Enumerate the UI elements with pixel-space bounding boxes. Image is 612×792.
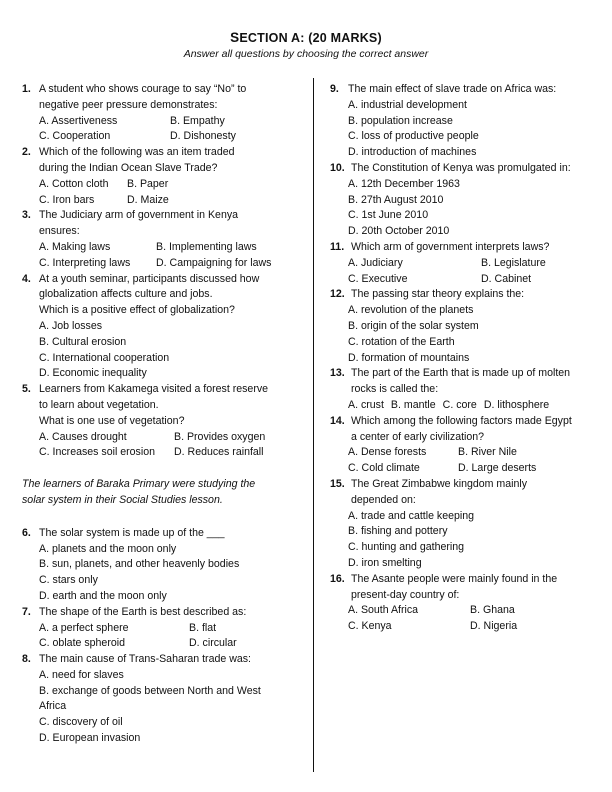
option-d: D. introduction of machines [348,146,477,159]
question-text [39,605,304,621]
question-number: 9. [330,83,339,95]
question-16 [330,572,606,604]
question-line: globalization affects culture and jobs. [39,288,213,301]
question-9 [330,82,606,98]
option-b: B. flat [189,621,217,634]
option-b: B. fishing and pottery [348,525,448,538]
question-number: 11. [330,240,345,253]
option-d: D. European invasion [39,732,141,745]
question-text [348,82,606,98]
question-number: 13. [330,367,345,380]
option-d: D. iron smelting [348,556,422,569]
section-title [0,30,612,45]
option-d: D. Nigeria [470,620,518,633]
question-10 [330,161,606,177]
option-d: D. 20th October 2010 [348,225,450,238]
question-15 [330,477,606,509]
option-b: B. mantle [390,398,436,411]
option-d: D. Maize [127,193,169,206]
question-line: present-day country of: [351,588,460,601]
option-b: B. River Nile [458,446,517,459]
question-2 [22,145,304,177]
question-number: 16. [330,572,345,585]
option-row [39,445,304,461]
option-a: A. Making laws [39,240,111,253]
question-number: 15. [330,477,345,490]
question-line: to learn about vegetation. [39,398,159,411]
option-c: C. core [442,398,477,411]
option-c: C. loss of productive people [348,130,479,143]
question-number: 12. [330,288,345,301]
option-a: A. South Africa [348,604,419,617]
option-b: B. Ghana [470,604,515,617]
question-text [351,477,606,509]
option-a: A. Judiciary [348,256,403,269]
question-line: Which among the following factors made Egypt [351,414,572,427]
option-a: A. Assertiveness [39,114,118,127]
option-a: A. Cotton cloth [39,177,109,190]
option-c: C. Cold climate [348,462,420,475]
option-d: D. lithosphere [483,398,550,411]
option-c: C. oblate spheroid [39,637,125,650]
question-line: Which is a positive effect of globalization? [39,304,235,317]
option-c: C. discovery of oil [39,716,123,729]
option-row [348,272,606,288]
question-number: 3. [22,209,31,222]
question-line: Learners from Kakamega visited a forest reserve [39,383,269,396]
question-8 [22,652,304,668]
question-text [351,414,606,446]
option-b: B. Legislature [481,256,546,269]
option-d: D. Cabinet [481,272,532,285]
question-text [39,526,304,542]
question-line: The Asante people were mainly found in the [351,572,558,585]
section-instructions: Answer all questions by choosing the correct answer [183,48,429,60]
option-a: A. need for slaves [39,668,124,681]
question-text [351,161,606,177]
option-d: D. formation of mountains [348,351,470,364]
option-a: A. planets and the moon only [39,542,177,555]
option-b: B. origin of the solar system [348,319,479,332]
question-line: a center of early civilization? [351,430,485,443]
question-text [351,287,606,303]
option-row [39,636,304,652]
question-line: depended on: [351,493,416,506]
question-line: negative peer pressure demonstrates: [39,98,218,111]
right-column [330,82,606,635]
option-c: C. rotation of the Earth [348,335,455,348]
question-text [39,82,304,114]
question-number: 1. [22,83,31,95]
question-line: during the Indian Ocean Slave Trade? [39,161,218,174]
question-7 [22,605,304,621]
option-row [39,177,304,193]
option-row [348,256,606,272]
option-row [348,398,606,414]
option-d: D. Reduces rainfall [174,446,264,459]
question-line: The main cause of Trans-Saharan trade was: [39,653,251,666]
column-divider [313,78,314,772]
question-line: The Judiciary arm of government in Kenya [39,209,239,222]
option-c: C. Increases soil erosion [39,446,155,459]
passage-text [22,477,304,509]
question-number: 2. [22,146,31,159]
question-text [39,208,304,240]
option-d: D. Dishonesty [170,130,236,143]
option-c: C. Interpreting laws [39,256,131,269]
question-line: The passing star theory explains the: [351,288,525,301]
option-b: B. Empathy [170,114,225,127]
option-row [348,461,606,477]
option-c: C. hunting and gathering [348,541,465,554]
option-c: C. 1st June 2010 [348,209,429,222]
title-initial: S [230,30,240,45]
option-a: A. Dense forests [348,446,427,459]
question-line: ensures: [39,225,80,238]
option-a: A. a perfect sphere [39,621,129,634]
question-line: The main effect of slave trade on Africa was: [348,83,557,95]
question-number: 14. [330,414,345,427]
option-c: C. Cooperation [39,130,111,143]
question-11 [330,240,606,256]
option-d: D. Economic inequality [39,367,147,380]
question-line: Which of the following was an item traded [39,146,235,159]
question-number: 8. [22,653,31,666]
question-text [39,145,304,177]
question-4 [22,272,304,319]
question-line: The part of the Earth that is made up of molten [351,367,571,380]
question-text [351,366,606,398]
question-text [351,572,606,604]
option-b: B. Provides oxygen [174,430,266,443]
option-a: A. revolution of the planets [348,304,474,317]
question-line: The Constitution of Kenya was promulgated in: [351,161,571,174]
question-5 [22,382,304,429]
question-number: 6. [22,526,31,539]
option-c: C. stars only [39,574,98,587]
option-row [39,193,304,209]
question-line: At a youth seminar, participants discussed how [39,272,260,285]
left-column [22,82,304,747]
option-row [39,240,304,256]
question-text [39,382,304,429]
option-c: C. Kenya [348,620,392,633]
option-row [348,603,606,619]
title-rest: ECTION A: (20 MARKS) [239,31,382,45]
option-a: A. Job losses [39,319,103,332]
option-a: A. industrial development [348,98,467,111]
question-number: 5. [22,383,31,396]
option-c: C. Iron bars [39,193,95,206]
option-b: B. 27th August 2010 [348,193,444,206]
question-text [39,272,304,319]
option-b: B. exchange of goods between North and West [39,684,261,697]
question-number: 10. [330,161,345,174]
question-6 [22,526,304,542]
question-13 [330,366,606,398]
option-b: B. Implementing laws [156,240,257,253]
option-row [348,619,606,635]
option-b: B. population increase [348,114,453,127]
option-row [39,430,304,446]
option-row [39,256,304,272]
option-b-continued: Africa [39,700,67,713]
question-3 [22,208,304,240]
question-12 [330,287,606,303]
question-14 [330,414,606,446]
question-line: rocks is called the: [351,383,439,396]
question-line: Which arm of government interprets laws? [351,240,550,253]
option-c: C. Executive [348,272,408,285]
question-number: 4. [22,272,31,285]
option-a: A. 12th December 1963 [348,177,460,190]
option-a: A. Causes drought [39,430,127,443]
option-b: B. Cultural erosion [39,335,127,348]
question-text [351,240,606,256]
question-line: What is one use of vegetation? [39,414,185,427]
question-1 [22,82,304,114]
option-d: D. Large deserts [458,462,537,475]
passage-line: The learners of Baraka Primary were studying the [22,478,256,491]
option-d: D. earth and the moon only [39,589,167,602]
passage-line: solar system in their Social Studies lesson. [22,493,223,506]
option-row [348,445,606,461]
option-d: D. circular [189,637,237,650]
option-row [39,114,304,130]
question-number: 7. [22,605,31,618]
option-a: A. trade and cattle keeping [348,509,475,522]
option-b: B. sun, planets, and other heavenly bodies [39,558,240,571]
option-d: D. Campaigning for laws [156,256,272,269]
question-text [39,652,304,668]
option-c: C. International cooperation [39,351,170,364]
option-row [39,129,304,145]
question-line: The Great Zimbabwe kingdom mainly [351,477,528,490]
section-header [0,30,612,60]
question-line: A student who shows courage to say “No” to [39,83,247,95]
option-row [39,621,304,637]
question-line: The solar system is made up of the ___ [39,526,225,539]
option-b: B. Paper [127,177,169,190]
option-a: A. crust [348,398,384,411]
question-line: The shape of the Earth is best described as: [39,605,247,618]
